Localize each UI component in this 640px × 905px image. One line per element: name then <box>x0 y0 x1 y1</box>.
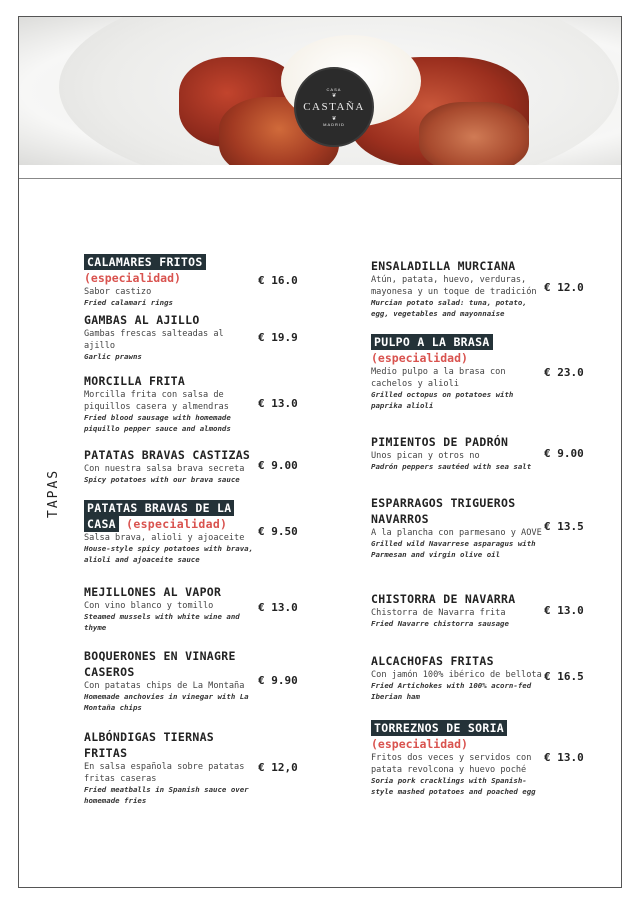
item-title: MORCILLA FRITA <box>84 374 186 388</box>
item-title: PATATAS BRAVAS CASTIZAS <box>84 448 251 462</box>
item-english: Murcian potato salad: tuna, potato, egg, vegetables and mayonnaise <box>371 298 527 318</box>
menu-item <box>371 434 543 473</box>
item-description: Unos pican y otros no <box>371 451 480 461</box>
item-title: ALCACHOFAS FRITAS <box>371 654 494 668</box>
item-price: € 13.0 <box>544 751 584 764</box>
logo-name: CASTAÑA <box>303 101 365 113</box>
logo-ornament-bottom: ❦ <box>331 114 337 122</box>
item-title: PIMIENTOS DE PADRÓN <box>371 435 509 449</box>
item-description: A la plancha con parmesano y AOVE <box>371 528 542 538</box>
item-english: Spicy potatoes with our brava sauce <box>84 475 240 484</box>
item-english: Fried Artichokes with 100% acorn-fed Iberian ham <box>371 681 532 701</box>
item-english: Soria pork cracklings with Spanish-style mashed potatoes and poached egg <box>371 776 536 796</box>
item-title: TORREZNOS DE SORIA <box>371 720 543 736</box>
item-description: Con vino blanco y tomillo <box>84 601 214 611</box>
item-title: MEJILLONES AL VAPOR <box>84 585 222 599</box>
item-price: € 9.00 <box>258 459 298 472</box>
item-english: Homemade anchovies in vinegar with La Montaña chips <box>84 692 249 712</box>
item-description: Medio pulpo a la brasa con cachelos y alioli <box>371 367 506 389</box>
item-specialty-label: (especialidad) <box>371 351 468 365</box>
menu-item <box>84 373 254 434</box>
item-price: € 9.00 <box>544 447 584 460</box>
item-title: BOQUERONES EN VINAGRE CASEROS <box>84 649 236 679</box>
item-price: € 9.90 <box>258 674 298 687</box>
menu-item <box>84 648 254 713</box>
item-description: Con patatas chips de La Montaña <box>84 681 245 691</box>
item-english: Steamed mussels with white wine and thyme <box>84 612 240 632</box>
menu-item <box>84 500 259 565</box>
logo-bottom-text: MADRID <box>323 122 345 127</box>
item-english: Fried calamari rings <box>84 298 173 307</box>
item-title: GAMBAS AL AJILLO <box>84 313 200 327</box>
item-description: Chistorra de Navarra frita <box>371 608 506 618</box>
item-english: Fried blood sausage with homemade piquillo pepper sauce and almonds <box>84 413 231 433</box>
item-price: € 12,0 <box>258 761 298 774</box>
logo-ornament-top: ❦ <box>331 91 337 99</box>
item-price: € 19.9 <box>258 331 298 344</box>
item-english: Garlic prawns <box>84 352 142 361</box>
item-title: PULPO A LA BRASA <box>371 334 543 350</box>
item-title: CHISTORRA DE NAVARRA <box>371 592 516 606</box>
item-description: En salsa española sobre patatas fritas caseras <box>84 762 245 784</box>
menu-item <box>371 334 543 411</box>
item-description: Gambas frescas salteadas al ajillo <box>84 329 224 351</box>
menu-item <box>84 312 254 363</box>
item-specialty-label: (especialidad) <box>371 737 468 751</box>
item-english: Grilled octopus on potatoes with paprika alioli <box>371 390 514 410</box>
food-crackling <box>419 102 529 165</box>
menu-item <box>84 254 259 309</box>
item-price: € 13.0 <box>258 397 298 410</box>
item-english: Padrón peppers sautéed with sea salt <box>371 462 532 471</box>
item-price: € 16.0 <box>258 274 298 287</box>
menu-item <box>371 720 543 797</box>
item-title: ENSALADILLA MURCIANA <box>371 259 516 273</box>
item-description: Salsa brava, alioli y ajoaceite <box>84 533 245 543</box>
item-description: Atún, patata, huevo, verduras, mayonesa y un toque de tradición <box>371 275 537 297</box>
item-specialty-label: (especialidad) <box>84 271 181 285</box>
item-english: Fried Navarre chistorra sausage <box>371 619 509 628</box>
item-price: € 13.0 <box>544 604 584 617</box>
item-price: € 23.0 <box>544 366 584 379</box>
menu-item <box>84 729 254 806</box>
restaurant-logo <box>294 67 374 147</box>
item-english: Fried meatballs in Spanish sauce over homemade fries <box>84 785 249 805</box>
menu-item <box>371 495 543 560</box>
item-title: PATATAS BRAVAS DE LA CASA (especialidad) <box>84 500 259 532</box>
item-description: Morcilla frita con salsa de piquillos casera y almendras <box>84 390 229 412</box>
item-specialty-label: (especialidad) <box>126 517 228 531</box>
item-title: ESPARRAGOS TRIGUEROS NAVARROS <box>371 496 516 526</box>
item-price: € 12.0 <box>544 281 584 294</box>
item-title: ALBÓNDIGAS TIERNAS FRITAS <box>84 730 215 760</box>
item-description: Fritos dos veces y servidos con patata revolcona y huevo poché <box>371 753 532 775</box>
menu-item <box>371 653 543 702</box>
logo-top-text: CASA <box>326 87 342 92</box>
item-description: Con jamón 100% ibérico de bellota <box>371 670 542 680</box>
hero-food-photo <box>19 17 621 165</box>
menu-item <box>84 447 259 486</box>
item-price: € 9.50 <box>258 525 298 538</box>
menu-item <box>371 591 543 630</box>
item-price: € 13.5 <box>544 520 584 533</box>
hero-divider <box>19 178 621 179</box>
item-title: CALAMARES FRITOS <box>84 254 259 270</box>
menu-item <box>371 258 543 319</box>
item-price: € 16.5 <box>544 670 584 683</box>
item-price: € 13.0 <box>258 601 298 614</box>
item-description: Sabor castizo <box>84 287 152 297</box>
item-description: Con nuestra salsa brava secreta <box>84 464 245 474</box>
item-english: House-style spicy potatoes with brava, alioli and ajoaceite sauce <box>84 544 254 564</box>
item-english: Grilled wild Navarrese asparagus with Parmesan and virgin olive oil <box>371 539 536 559</box>
menu-item <box>84 584 254 633</box>
section-label-tapas: TAPAS <box>46 468 61 518</box>
